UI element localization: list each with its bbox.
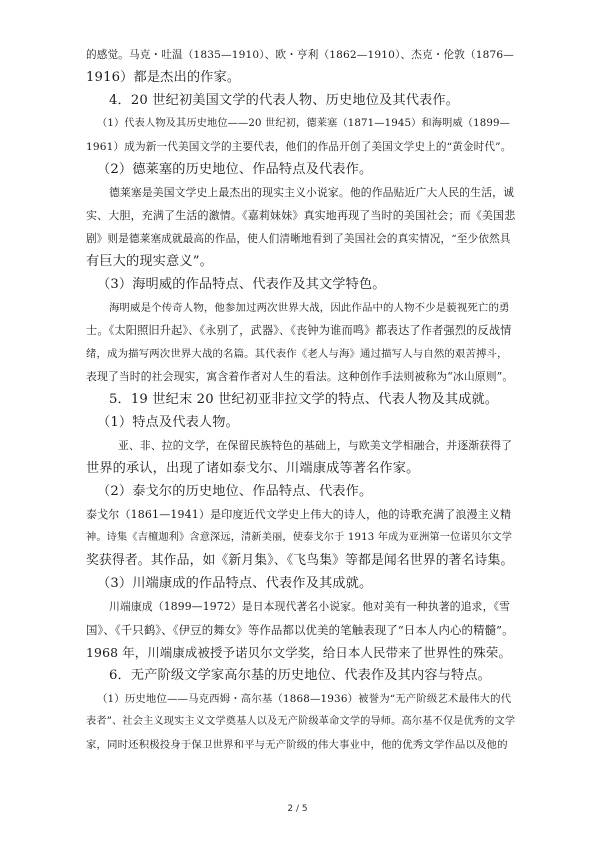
text-line: 有巨大的现实意义”。 [86, 254, 213, 269]
text-line: 亚、非、拉的文学，在保留民族特色的基础上，与欧美文学相融合，并逐渐获得了 [118, 439, 513, 452]
section-heading: 6．无产阶级文学家高尔基的历史地位、代表作及其内容与特点。 [109, 668, 491, 683]
page-number: 2 / 5 [287, 804, 308, 814]
text-line: 实、大胆，充满了生活的激情。《嘉莉妹妹》真实地再现了当时的美国社会；而《美国悲 [86, 209, 516, 222]
section-heading: 4．20 世纪初美国文学的代表人物、历史地位及其代表作。 [109, 93, 460, 108]
text-line: 神。诗集《吉檀迦利》含意深远，清新美丽，使泰戈尔于 1913 年成为亚洲第一位诺贝尔文学 [86, 532, 513, 543]
subsection-heading: （2）泰戈尔的历史地位、作品特点、代表作。 [97, 484, 373, 499]
text-line: 的感觉。马克・吐温（1835—1910）、欧・亨利（1862—1910）、杰克・伦敦（1876— [86, 49, 515, 61]
subsection-heading: （1）特点及代表人物。 [97, 415, 239, 430]
text-line: 家，同时还积极投身于保卫世界和平与无产阶级的伟大事业中，他的优秀文学作品以及他的 [86, 739, 508, 751]
text-line: 士。《太阳照旧升起》、《永别了，武器》、《丧钟为谁而鸣》都表达了作者强烈的反战情 [86, 324, 512, 337]
text-line: 世界的承认，出现了诸如泰戈尔、川端康成等著名作家。 [86, 461, 420, 476]
section-heading: 5．19 世纪末 20 世纪初亚非拉文学的特点、代表人物及其成就。 [109, 392, 499, 407]
text-line: （1）代表人物及其历史地位——20 世纪初，德莱塞（1871—1945）和海明威（1899— [97, 118, 510, 129]
subsection-heading: （3）海明威的作品特点、代表作及其文学特色。 [97, 277, 386, 292]
text-line: 德莱塞是美国文学史上最杰出的现实主义小说家。他的作品贴近广大人民的生活，诚 [109, 186, 515, 199]
text-line: 剧》则是德莱塞成就最高的作品，使人们清晰地看到了美国社会的真实情况，“至少依然具 [86, 233, 511, 245]
text-line: 1961）成为新一代美国文学的主要代表，他们的作品开创了美国文学史上的“黄金时代”。 [86, 141, 512, 153]
text-line: 泰戈尔（1861—1941）是印度近代文学史上伟大的诗人，他的诗歌充满了浪漫主义精 [86, 508, 512, 521]
text-line: 海明威是个传奇人物，他参加过两次世界大战，因此作品中的人物不少是藐视死亡的勇 [109, 302, 510, 314]
text-line: 表者”、社会主义现实主义文学奠基人以及无产阶级革命文学的导师。高尔基不仅是优秀的文学 [86, 716, 516, 727]
text-line: 1916）都是杰出的作家。 [86, 70, 241, 85]
text-line: 奖获得者。其作品，如《新月集》、《飞鸟集》等都是闻名世界的著名诗集。 [86, 553, 514, 568]
text-line: 表现了当时的社会现实，寓含着作者对人生的看法。这种创作手法则被称为“冰山原则”。 [86, 370, 514, 383]
text-line: 1968 年，川端康成被授予诺贝尔文学奖，给日本人民带来了世界性的殊荣。 [86, 645, 511, 660]
subsection-heading: （2）德莱塞的历史地位、作品特点及代表作。 [97, 162, 373, 177]
subsection-heading: （3）川端康成的作品特点、代表作及其成就。 [97, 576, 373, 591]
text-line: 国》、《千只鹤》、《伊豆的舞女》等作品都以优美的笔触表现了“日本人内心的精髓”。 [86, 623, 514, 637]
text-line: 绪，成为描写两次世界大战的名篇。其代表作《老人与海》通过描写人与自然的艰苦搏斗， [86, 348, 508, 360]
text-line: （1）历史地位——马克西姆・高尔基（1868—1936）被誉为“无产阶级艺术最伟大的代 [97, 693, 512, 705]
text-line: 川端康成（1899—1972）是日本现代著名小说家。他对美有一种执著的追求，《雪 [109, 600, 511, 613]
